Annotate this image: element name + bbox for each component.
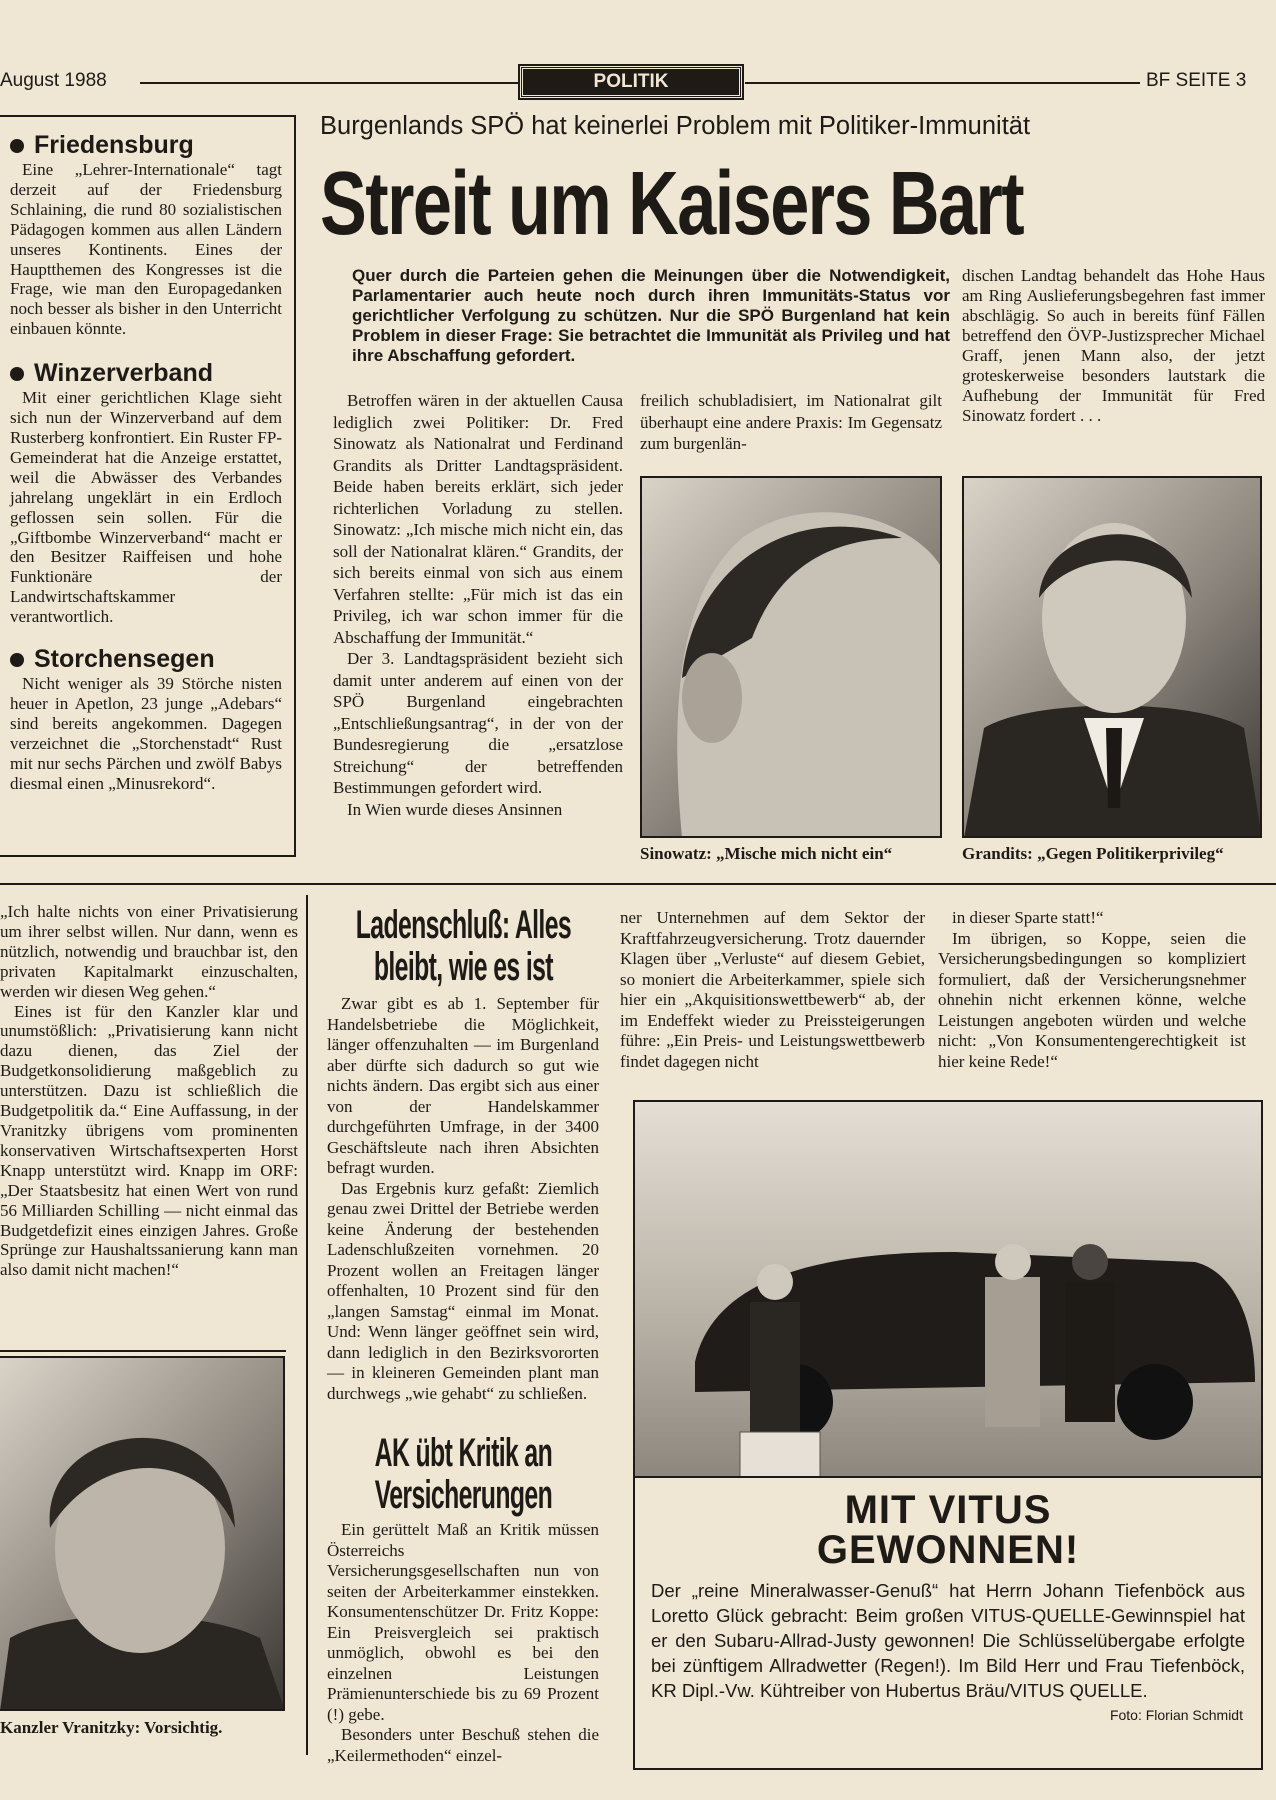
brief-heading — [10, 359, 282, 388]
paragraph: Eines ist für den Kanzler klar und unumstößlich: „Privatisierung kann nicht dazu dienen, das Ziel der Budgetkonsolidierung maßgeblich zu unterstützen. Dazu ist schließlich die Budgetpolitik da.“ Eine Auffassung, in der Vranitzky übrigens vom prominenten konservativen Wirtschaftsexperten Horst Knapp unterstützt wird. Knapp im ORF: „Der Staatsbesitz hat einen Wert von rund 56 Milliarden Schilling — nicht einmal das Budgetdefizit eines einzigen Jahres. Große Sprünge zur Haushaltssanierung kann man also damit nicht machen!“ — [0, 1001, 298, 1280]
paragraph: In Wien wurde dieses Ansinnen — [347, 799, 563, 819]
bullet-icon — [10, 367, 24, 381]
ladenschluss-headline: Ladenschluß: Alles bleibt, wie es ist — [355, 903, 572, 989]
header-rule — [140, 82, 518, 84]
brief-heading — [10, 645, 282, 674]
paragraph: in dieser Sparte statt!“ — [952, 908, 1104, 927]
paragraph: Besonders unter Beschuß stehen die „Keilermethoden“ einzel- — [327, 1725, 599, 1765]
paragraph: „Ich halte nichts von einer Privatisierung um ihrer selbst willen. Nur dann, wenn es nützlich, notwendig und brauchbar ist, den privaten Kapitalmarkt einzuschalten, werden wir diesen Weg gehen.“ — [0, 902, 298, 1001]
issue-date: August 1988 — [0, 70, 107, 91]
paragraph: Im übrigen, so Koppe, seien die Versicherungsbedingungen so kompliziert formuliert, daß der Versicherungsnehmer ohnehin nicht erkennen könne, welche Leistungen angeboten würden und welche nicht: „Von Konsumentengerechtigkeit ist hier keine Rede!“ — [938, 928, 1246, 1071]
page-number: BF SEITE 3 — [1146, 70, 1247, 91]
vitus-photo — [635, 1102, 1261, 1478]
ak-column-3 — [938, 908, 1246, 1072]
vitus-text: Der „reine Mineralwasser-Genuß“ hat Herrn Johann Tiefenböck aus Loretto Glück gebracht: Beim großen VITUS-QUELLE-Gewinnspiel hat er den Subaru-Allrad-Justy gewonnen! Die Schlüsselübergabe erfolgte bei zünftigem Allradwetter (Regen!). Im Bild Herr und Frau Tiefenböck, KR Dipl.-Vw. Kühtreiber von Hubertus Bräu/VITUS QUELLE. — [651, 1580, 1245, 1701]
brief-text: Eine „Lehrer-Internationale“ tagt derzeit auf der Friedensburg Schlaining, die rund 80 sozialistischen Pädagogen kommen aus allen Ländern unseres Kontinents. Eines der Hauptthemen des Kongresses ist die Frage, wie man den Europagedanken noch besser als bisher in den Unterricht einbauen könnte. — [10, 160, 282, 339]
brief-heading — [10, 131, 282, 160]
brief-text: Mit einer gerichtlichen Klage sieht sich nun der Winzerverband auf dem Rusterberg konfrontiert. Ein Ruster FP-Gemeinderat hat die Anzeige erstattet, weil die Abwässer des Verbandes jahrelang ungeklärt in ein Erdloch geflossen sein sollen. Für die „Giftbombe Winzerverband“ macht er den Besitzer Raiffeisen und hohe Funktionäre der Landwirtschaftskammer verantwortlich. — [10, 388, 282, 627]
vitus-box — [633, 1100, 1263, 1770]
photo-credit: Foto: Florian Schmidt — [1109, 1707, 1243, 1723]
paragraph: Betroffen wären in der aktuellen Causa lediglich zwei Politiker: Dr. Fred Sinowatz als Nationalrat und Ferdinand Grandits als Dritter Landtagspräsident. Beide haben bereits erklärt, sich jeder richterlichen Vorladung zu stellen. Sinowatz: „Ich mische mich nicht ein, das soll der Nationalrat klären.“ Grandits, der sich bereits einmal von sich aus einem Verfahren stellte: „Für mich ist das ein Privileg, ich war schon immer für die Abschaffung der Immunität.“ — [333, 391, 623, 647]
vranitzky-text — [0, 902, 298, 1280]
bullet-icon — [10, 139, 24, 153]
story-column-2: freilich schubladisiert, im Nationalrat gilt überhaupt eine andere Praxis: Im Gegensatz zum burgenlän- — [640, 391, 942, 453]
grandits-photo — [962, 476, 1262, 838]
section-divider — [0, 883, 1276, 885]
headline: Streit um Kaisers Bart — [320, 154, 1024, 254]
headline-line: GEWONNEN! — [816, 1528, 1080, 1572]
paragraph: Der 3. Landtagspräsident bezieht sich damit unter anderem auf einen von der SPÖ Burgenland eingebrachten „Entschließungsantrag“, in der von der Bundesregierung die „ersatzlose Streichung“ der betreffenden Bestimmungen gefordert wird. — [333, 649, 623, 797]
paragraph: Das Ergebnis kurz gefaßt: Ziemlich genau zwei Drittel der Betriebe werden keine Änderung der bestehenden Ladenschlußzeiten vornehmen. 20 Prozent wollen an Freitagen länger offenhalten, 10 Prozent sind für den „langen Samstag“ einmal im Monat. Und: Wenn länger geöffnet sein wird, dann lediglich in den Bezirksvororten — in kleineren Gemeinden plant man durchwegs „wie gehabt“ zu schließen. — [327, 1178, 599, 1403]
ladenschluss-text — [327, 994, 599, 1404]
news-briefs-box — [0, 115, 296, 857]
header-rule — [745, 82, 1140, 84]
photo-caption: Grandits: „Gegen Politikerprivileg“ — [962, 844, 1224, 863]
lead-paragraph: Quer durch die Parteien gehen die Meinungen über die Notwendigkeit, Parlamentarier auch heute noch durch ihren Immunitäts-Status vor gerichtlicher Verfolgung zu schützen. Nur die SPÖ Burgenland hat kein Problem in dieser Frage: Sie betrachtet die Immunität als Privileg und hat ihre Abschaffung gefordert. — [352, 266, 950, 365]
brief-title: Winzerverband — [34, 359, 213, 388]
vranitzky-photo — [0, 1356, 285, 1711]
ak-text — [327, 1520, 599, 1766]
brief-text: Nicht weniger als 39 Störche nisten heuer in Apetlon, 23 junge „Adebars“ sind bereits angekommen. Dagegen verzeichnet die „Storchenstadt“ Rust mit nur sechs Pärchen und zwölf Babys diesmal einen „Minusrekord“. — [10, 674, 282, 793]
column-rule — [306, 895, 308, 1755]
brief-title: Storchensegen — [34, 645, 215, 674]
section-label: POLITIK — [520, 66, 742, 98]
divider — [0, 1350, 286, 1352]
photo-caption: Sinowatz: „Mische mich nicht ein“ — [640, 844, 893, 863]
ak-column-2: ner Unternehmen auf dem Sektor der Kraftfahrzeugversicherung. Trotz dauernder Klagen über „Verluste“ auf diesem Gebiet, so moniert die Arbeiterkammer, spiele sich hier ein „Akquisitionswettbewerb“ ab, der im Endeffekt wieder zu Preissteigerungen führe: „Ein Preis- und Leistungswettbewerb findet dagegen nicht — [620, 908, 925, 1071]
vitus-headline — [635, 1490, 1261, 1570]
story-column-1 — [333, 390, 623, 820]
photo-caption: Kanzler Vranitzky: Vorsichtig. — [0, 1718, 223, 1737]
paragraph: Ein gerüttelt Maß an Kritik müssen Österreichs Versicherungsgesellschaften nun von seiten der Arbeiterkammer einstekken. Konsumentenschützer Dr. Fritz Koppe: Ein Preisvergleich sei praktisch unmöglich, obwohl es bei den einzelnen Leistungen Prämienunterschiede bis zu 69 Prozent (!) gebe. — [327, 1520, 599, 1724]
story-column-3: dischen Landtag behandelt das Hohe Haus am Ring Auslieferungsbegehren fast immer abschlägig. So auch in bereits fünf Fällen betreffend den ÖVP-Justizsprecher Michael Graff, jenen Mann also, der jetzt groteskerweise besonders lautstark die Aufhebung der Immunität für Fred Sinowatz fordert . . . — [962, 266, 1265, 425]
paragraph: Zwar gibt es ab 1. September für Handelsbetriebe die Möglichkeit, länger offenzuhalten — im Burgenland aber dürfte sich dadurch so gut wie nichts ändern. Das ergibt sich aus einer von der Handelskammer durchgeführten Umfrage, in der 3400 Geschäftsleute nach ihren Absichten befragt wurden. — [327, 994, 599, 1177]
brief-title: Friedensburg — [34, 131, 194, 159]
ak-headline: AK übt Kritik an Versicherungen — [374, 1431, 553, 1517]
headline-line: MIT VITUS — [844, 1488, 1052, 1532]
bullet-icon — [10, 653, 24, 667]
sinowatz-photo — [640, 476, 942, 838]
kicker: Burgenlands SPÖ hat keinerlei Problem mit Politiker-Immunität — [320, 112, 1031, 140]
